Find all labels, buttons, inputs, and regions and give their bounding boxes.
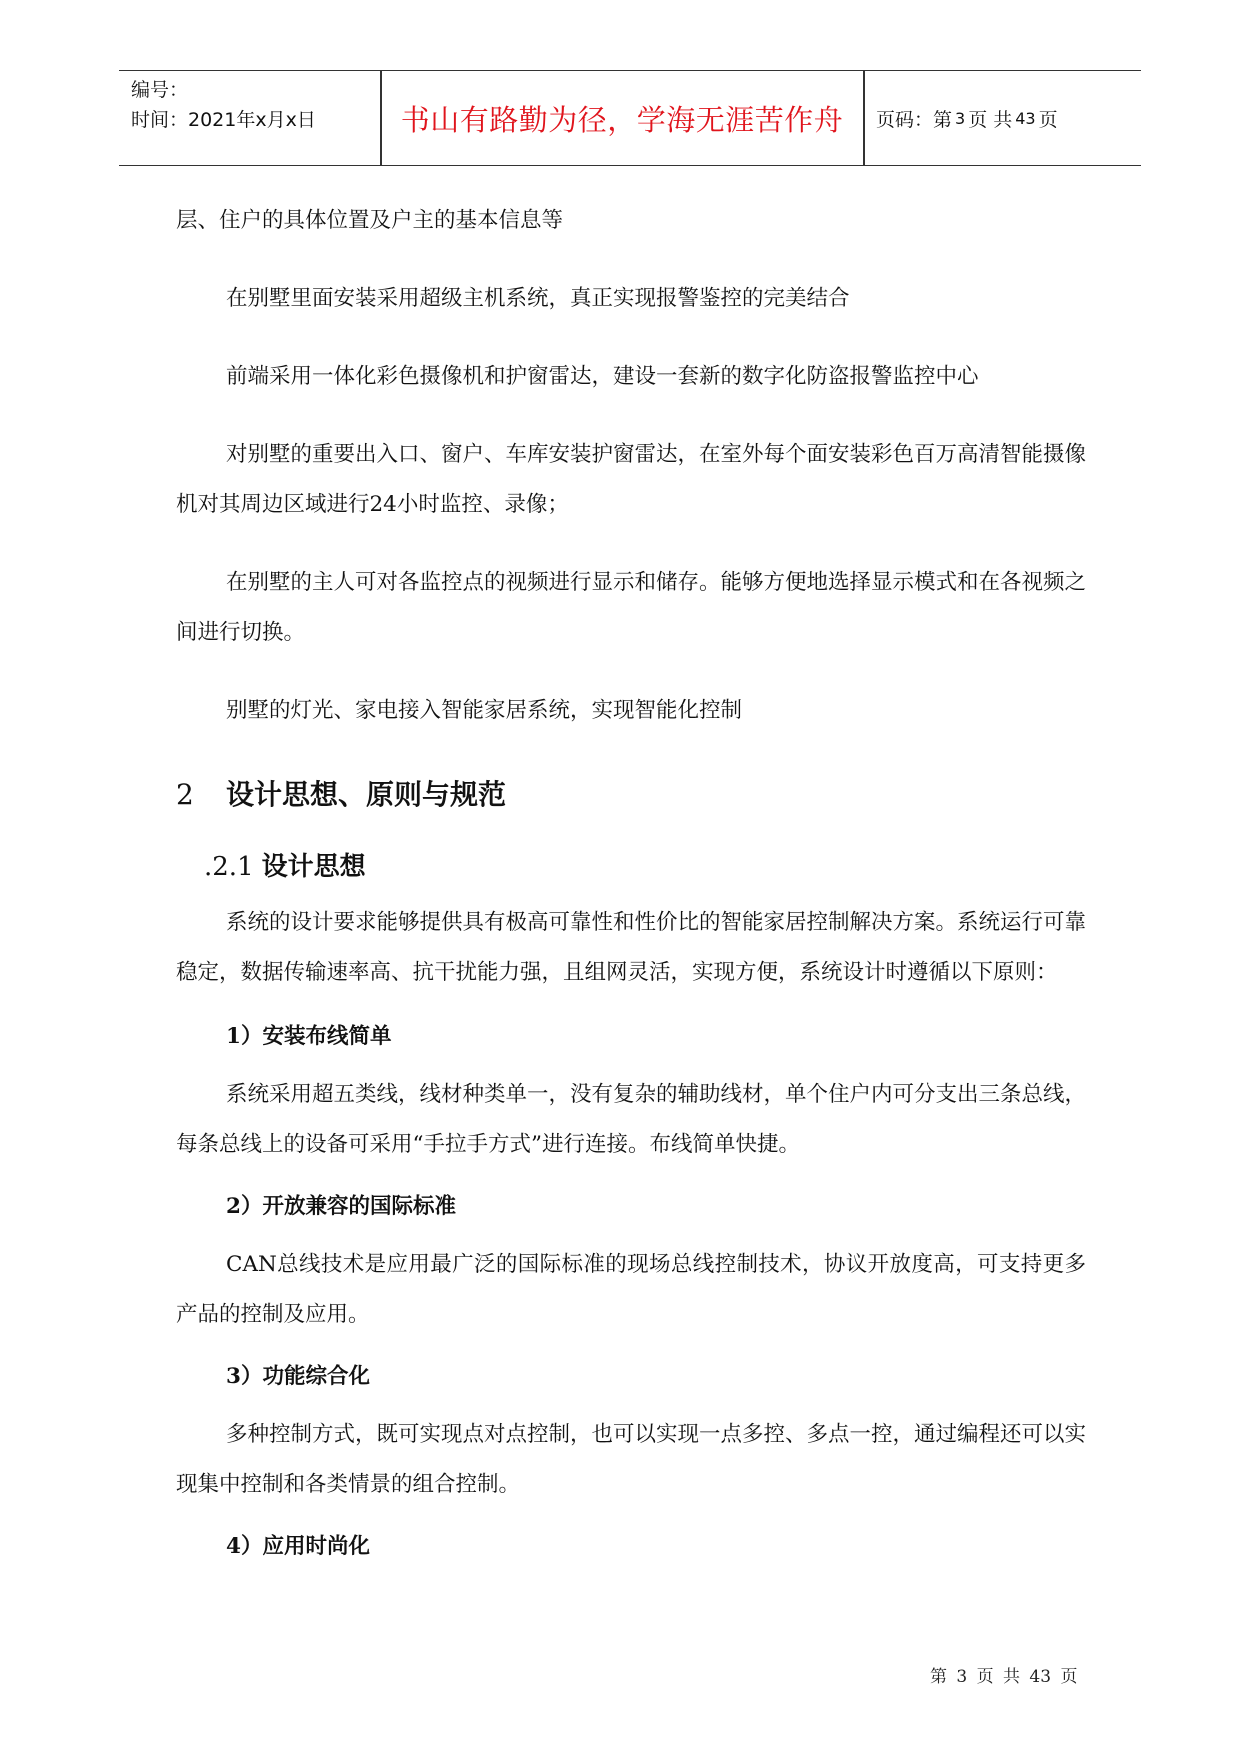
- subsection-heading: [176, 842, 1086, 892]
- paragraph: 前端采用一体化彩色摄像机和护窗雷达，建设一套新的数字化防盗报警监控中心: [226, 364, 979, 389]
- section-title: 设计思想、原则与规范: [226, 778, 507, 811]
- document-body: [176, 196, 1086, 1572]
- document-time-label: 时间：2021年x月x日: [131, 109, 316, 131]
- page-header: [119, 70, 1141, 166]
- paragraph: 系统采用超五类线，线材种类单一，没有复杂的辅助线材，单个住户内可分支出三条总线，每条总线上的设备可采用“手拉手方式”进行连接。布线简单快捷。: [176, 1082, 1087, 1157]
- document-number-label: 编号：: [131, 79, 189, 101]
- paragraph: CAN总线技术是应用最广泛的国际标准的现场总线控制技术，协议开放度高，可支持更多产品的控制及应用。: [176, 1252, 1086, 1327]
- paragraph: 系统的设计要求能够提供具有极高可靠性和性价比的智能家居控制解决方案。系统运行可靠稳定，数据传输速率高、抗干扰能力强，且组网灵活，实现方便，系统设计时遵循以下原则：: [176, 910, 1087, 985]
- subsection-number: .2.1: [204, 852, 254, 882]
- page-total: 43: [1015, 108, 1036, 128]
- paragraph: 多种控制方式，既可实现点对点控制，也可以实现一点多控、多点一控，通过编程还可以实现集中控制和各类情景的组合控制。: [176, 1422, 1087, 1497]
- subsection-title: 设计思想: [261, 852, 366, 882]
- page-prefix: 页码：第: [876, 108, 953, 131]
- principle-heading: 3）功能综合化: [226, 1364, 370, 1389]
- principle-heading: 4）应用时尚化: [226, 1534, 370, 1559]
- page-current: 3: [955, 108, 966, 128]
- paragraph: 层、住户的具体位置及户主的基本信息等: [176, 208, 564, 233]
- header-motto: 书山有路勤为径，学海无涯苦作舟: [400, 102, 844, 137]
- principle-heading: 1）安装布线简单: [226, 1024, 392, 1049]
- page-mid: 页 共: [968, 108, 1013, 131]
- section-number: 2: [176, 778, 194, 811]
- paragraph: 对别墅的重要出入口、窗户、车库安装护窗雷达，在室外每个面安装彩色百万高清智能摄像机对其周边区域进行24小时监控、录像；: [176, 442, 1087, 517]
- page-suffix: 页: [1038, 108, 1058, 131]
- principle-heading: 2）开放兼容的国际标准: [226, 1194, 456, 1219]
- header-divider: [863, 71, 865, 165]
- paragraph: 别墅的灯光、家电接入智能家居系统，实现智能化控制: [226, 698, 743, 723]
- header-page-number: [876, 71, 1141, 165]
- paragraph: 在别墅里面安装采用超级主机系统，真正实现报警鉴控的完美结合: [226, 286, 850, 311]
- paragraph: 在别墅的主人可对各监控点的视频进行显示和储存。能够方便地选择显示模式和在各视频之间进行切换。: [176, 570, 1087, 645]
- header-meta: [131, 75, 376, 135]
- section-heading: [176, 770, 1086, 820]
- page-footer: 第 3 页 共 43 页: [930, 1667, 1078, 1687]
